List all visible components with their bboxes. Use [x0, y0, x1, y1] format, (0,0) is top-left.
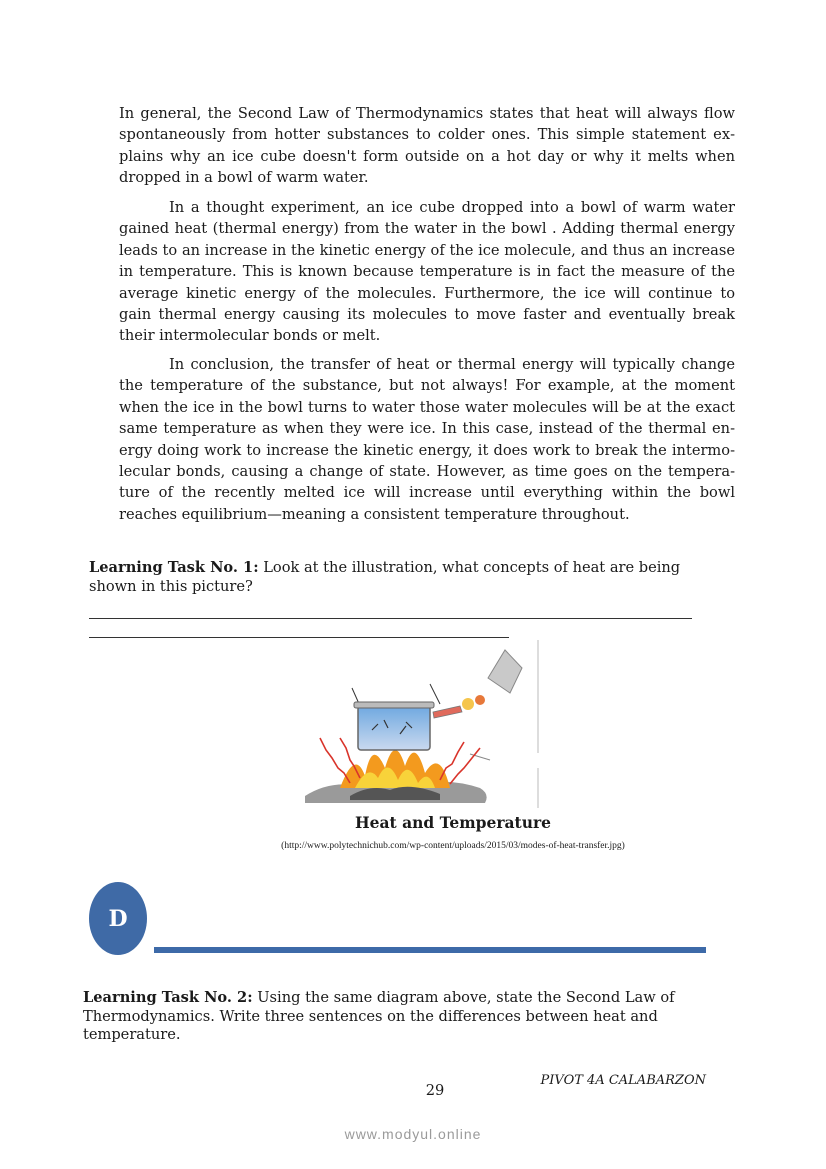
- heat-transfer-illustration: [300, 638, 550, 810]
- learning-task-2-text: Using the same diagram above, state the Second Law of Thermodynamics. Write three sentences on the differences between heat and temperature.: [83, 989, 675, 1043]
- paragraph-thought-experiment: In a thought experiment, an ice cube dropped into a bowl of warm water gained heat (thermal energy) from the water in the bowl . Adding thermal energy leads to an increase in the kinetic energy of the ice molecule, and thus an increase in temperature. This is known because temperature is in fact the measure of the average kinetic energy of the molecules. Furthermore, the ice will continue to gain thermal energy causing its molecules to move faster and eventually break their intermolecular bonds or melt.: [119, 199, 735, 345]
- paragraph-second-law: In general, the Second Law of Thermodynamics states that heat will always flow spontaneously from hotter substances to colder ones. This simple statement explains why an ice cube doesn't form outside on a hot day or why it melts when dropped in a bowl of warm water.: [119, 105, 735, 187]
- learning-task-1: [89, 559, 709, 596]
- figure-source: (http://www.polytechnichub.com/wp-content/uploads/2015/03/modes-of-heat-transfer.jpg): [281, 841, 625, 851]
- learning-task-2: [83, 989, 693, 1045]
- figure-caption: Heat and Temperature: [354, 813, 552, 832]
- section-badge: D: [89, 882, 147, 955]
- learning-task-1-label: Learning Task No. 1:: [89, 559, 259, 576]
- learning-task-1-text: Look at the illustration, what concepts of heat are being shown in this picture?: [89, 559, 681, 595]
- footer-organization: PIVOT 4A CALABARZON: [540, 1073, 706, 1088]
- answer-line: [89, 618, 692, 619]
- paragraph-conclusion: In conclusion, the transfer of heat or thermal energy will typically change the temperature of the substance, but not always! For example, at the moment when the ice in the bowl turns to water those water molecules will be at the exact same temperature as when they were ice. In this case, instead of the thermal energy doing work to increase the kinetic energy, it does work to break the intermolecular bonds, causing a change of state. However, as time goes on the temperature of the recently melted ice will increase until everything within the bowl reaches equilibrium—meaning a consistent temperature throughout.: [119, 356, 735, 523]
- learning-task-2-label: Learning Task No. 2:: [83, 989, 253, 1006]
- watermark: www.modyul.online: [344, 1126, 482, 1142]
- page-number: 29: [425, 1082, 445, 1099]
- section-divider: [154, 947, 706, 953]
